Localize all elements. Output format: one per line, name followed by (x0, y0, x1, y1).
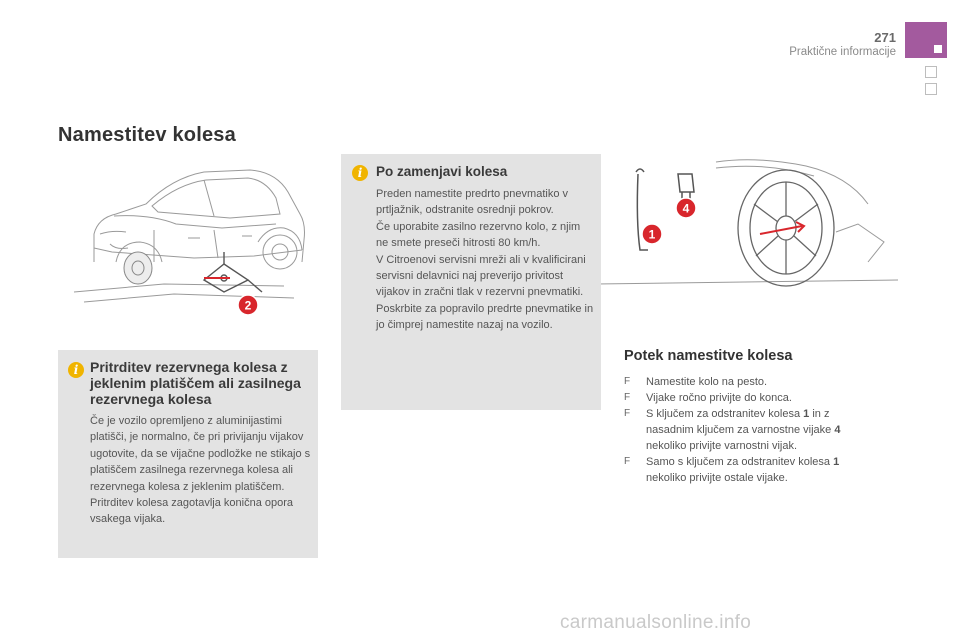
section-name: Praktične informacije (789, 46, 896, 58)
step-number: 1 (833, 456, 840, 468)
info-box-title: Pritrditev rezervnega kolesa z jeklenim platiščem ali zasilnega rezervnega kolesa (90, 359, 301, 407)
bullet-marker-icon: F (624, 392, 631, 403)
paragraph: Če je vozilo opremljeno z aluminijastimi platišči, je normalno, če pri privijanju vijakov ugotovite, da se vijačne podložke ne stikajo s platiščem zasilnega rezervnega kolesa ali rezervnega kolesa z jeklenim platiščem. Pritrditev kolesa zagotavlja konična opora vsakega vijaka. (90, 415, 311, 526)
info-box-body (376, 186, 594, 334)
paragraph: V Citroenovi servisni mreži ali v kvalificirani servisni delavnici naj preverijo privitost vijakov in zračni tlak v rezervni pnevmatiki. (376, 253, 586, 299)
info-box-body (90, 413, 314, 528)
step-number: 1 (803, 408, 810, 420)
info-icon: i (68, 362, 84, 378)
step-text: nekoliko privijte varnostni vijak. (646, 440, 798, 452)
step-number: 4 (834, 424, 841, 436)
step-text: Samo s ključem za odstranitev kolesa (646, 456, 834, 468)
callout-number: 4 (682, 201, 690, 216)
list-item (624, 390, 874, 406)
chapter-tab-empty (925, 66, 937, 78)
info-box-steel-rim (58, 350, 318, 558)
list-item (624, 454, 874, 486)
watermark-link[interactable]: carmanualsonline.info (560, 612, 752, 633)
step-text: nekoliko privijte ostale vijake. (646, 472, 788, 484)
callout-number: 1 (648, 227, 656, 242)
paragraph: Če uporabite zasilno rezervno kolo, z njim ne smete preseči hitrosti 80 km/h. (376, 220, 581, 250)
list-item (624, 406, 874, 454)
callout-number: 2 (244, 298, 252, 313)
step-text: Vijake ročno privijte do konca. (646, 392, 792, 404)
step-text: Namestite kolo na pesto. (646, 376, 768, 388)
list-item (624, 374, 874, 390)
bullet-marker-icon: F (624, 456, 631, 467)
bullet-marker-icon: F (624, 408, 631, 419)
page-title: Namestitev kolesa (58, 124, 236, 146)
paragraph: Preden namestite predrto pnevmatiko v prtljažnik, odstranite osrednji pokrov. (376, 188, 568, 217)
info-box-title: Po zamenjavi kolesa (376, 164, 508, 179)
page-number: 271 (874, 30, 896, 45)
chapter-tab-empty (925, 83, 937, 95)
info-box-after-replacement (341, 154, 601, 410)
wheel-bolts-illustration (596, 152, 898, 288)
step-text: in z nasadnim ključem za varnostne vijake (646, 408, 835, 436)
paragraph: Poskrbite za popravilo predrte pnevmatike in jo čimprej namestite nazaj na vozilo. (376, 302, 594, 332)
step-text: S ključem za odstranitev kolesa (646, 408, 804, 420)
bullet-marker-icon: F (624, 376, 631, 387)
steps-list (624, 374, 874, 486)
chapter-tab (905, 22, 947, 58)
info-icon: i (352, 165, 368, 181)
tab-square-icon (934, 45, 942, 53)
steps-title: Potek namestitve kolesa (624, 348, 793, 364)
car-jack-illustration (54, 152, 316, 330)
